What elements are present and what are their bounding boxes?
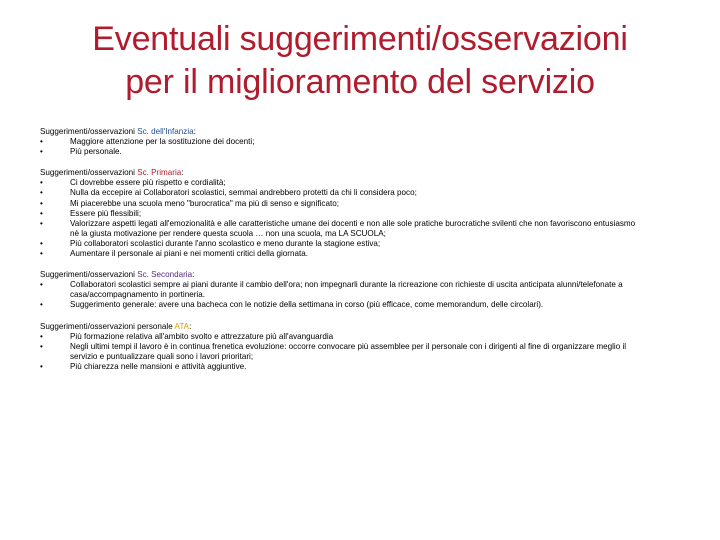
bullet-icon: •: [40, 249, 43, 259]
list-item-text: Essere più flessibili;: [70, 208, 142, 218]
list-item: [40, 280, 640, 300]
section-heading: [40, 127, 640, 137]
slide-title-line-1: Eventuali suggerimenti/osservazioni: [92, 20, 628, 58]
section-heading-school: Sc. dell'Infanzia: [137, 127, 194, 136]
section-heading-school: Sc. Secondaria: [137, 270, 193, 280]
list-item: [40, 239, 640, 249]
list-item-text: Più collaboratori scolastici durante l'anno scolastico e meno durante la stagione estiva;: [70, 238, 381, 248]
list-item-text: Suggerimento generale: avere una bacheca con le notizie della settimana in corso (più efficace, come memorandum, delle circolari).: [70, 300, 544, 310]
list-item: [40, 362, 640, 372]
slide-title: [30, 18, 690, 104]
list-item-text: Collaboratori scolastici sempre ai piani durante il cambio dell'ora; non impegnarli durante la ricreazione con richieste di uscita anticipata alunni/telefonate a casa/accompagnamento in portineria.: [70, 280, 623, 300]
section-heading: [40, 168, 640, 178]
section-heading-prefix: Suggerimenti/osservazioni personale: [40, 321, 175, 331]
section-heading: [40, 322, 640, 332]
bullet-icon: •: [40, 137, 43, 147]
bullet-icon: •: [40, 178, 43, 188]
section-primaria: [40, 168, 640, 259]
bullet-list: [40, 332, 640, 372]
bullet-icon: •: [40, 147, 43, 157]
list-item: [40, 219, 640, 239]
list-item-text: Mi piacerebbe una scuola meno "burocratica" ma più di senso e significato;: [70, 198, 339, 208]
list-item: [40, 178, 640, 188]
list-item-text: Negli ultimi tempi il lavoro è in continua frenetica evoluzione: occorre convocare più assemblee per il personale con i dirigenti al fine di organizzare meglio il servizio e puntualizzare quali sono i lavori prioritari;: [70, 341, 627, 361]
list-item: [40, 249, 640, 259]
section-heading: [40, 270, 640, 280]
bullet-list: [40, 137, 640, 157]
bullet-icon: •: [40, 361, 43, 371]
list-item-text: Maggiore attenzione per la sostituzione dei docenti;: [70, 137, 255, 147]
list-item: [40, 342, 640, 362]
bullet-icon: •: [40, 331, 43, 341]
section-ata: [40, 322, 640, 372]
section-heading-prefix: Suggerimenti/osservazioni: [40, 270, 138, 280]
bullet-icon: •: [40, 188, 43, 198]
list-item-text: Più personale.: [70, 147, 122, 157]
section-heading-suffix: :: [192, 270, 195, 280]
bullet-icon: •: [40, 238, 43, 248]
section-heading-suffix: :: [193, 127, 196, 136]
bullet-icon: •: [40, 198, 43, 208]
list-item: [40, 199, 640, 209]
list-item: [40, 147, 640, 157]
section-heading-prefix: Suggerimenti/osservazioni: [40, 168, 138, 178]
list-item: [40, 137, 640, 147]
bullet-icon: •: [40, 208, 43, 218]
section-infanzia: [40, 127, 640, 157]
section-heading-suffix: :: [189, 321, 192, 331]
slide-title-line-2: per il miglioramento del servizio: [125, 63, 595, 101]
list-item-text: Valorizzare aspetti legati all'emozionalità e alle caratteristiche umane dei docenti e non alle sole pratiche burocratiche svilenti che non favoriscono entusiasmo nè la giusta motivazione per rendere questa scuola … non una scuola, ma LA SCUOLA;: [70, 218, 636, 238]
list-item-text: Più formazione relativa all'ambito svolto e attrezzature più all'avanguardia: [70, 331, 334, 341]
bullet-icon: •: [40, 218, 43, 228]
list-item-text: Aumentare il personale ai piani e nei momenti critici della giornata.: [70, 249, 308, 259]
bullet-icon: •: [40, 280, 43, 290]
list-item: [40, 332, 640, 342]
section-heading-school: ATA: [174, 321, 190, 331]
slide-body: [40, 127, 640, 383]
list-item-text: Ci dovrebbe essere più rispetto e cordialità;: [70, 178, 226, 188]
section-heading-prefix: Suggerimenti/osservazioni: [40, 127, 138, 136]
bullet-icon: •: [40, 341, 43, 351]
bullet-list: [40, 178, 640, 259]
bullet-list: [40, 280, 640, 310]
list-item-text: Più chiarezza nelle mansioni e attività aggiuntive.: [70, 361, 247, 371]
section-heading-suffix: :: [181, 168, 184, 178]
section-secondaria: [40, 270, 640, 310]
list-item-text: Nulla da eccepire ai Collaboratori scolastici, semmai andrebbero protetti da chi li considera poco;: [70, 188, 417, 198]
list-item: [40, 300, 640, 310]
bullet-icon: •: [40, 300, 43, 310]
section-heading-school: Sc. Primaria: [137, 168, 182, 178]
list-item: [40, 188, 640, 198]
list-item: [40, 209, 640, 219]
